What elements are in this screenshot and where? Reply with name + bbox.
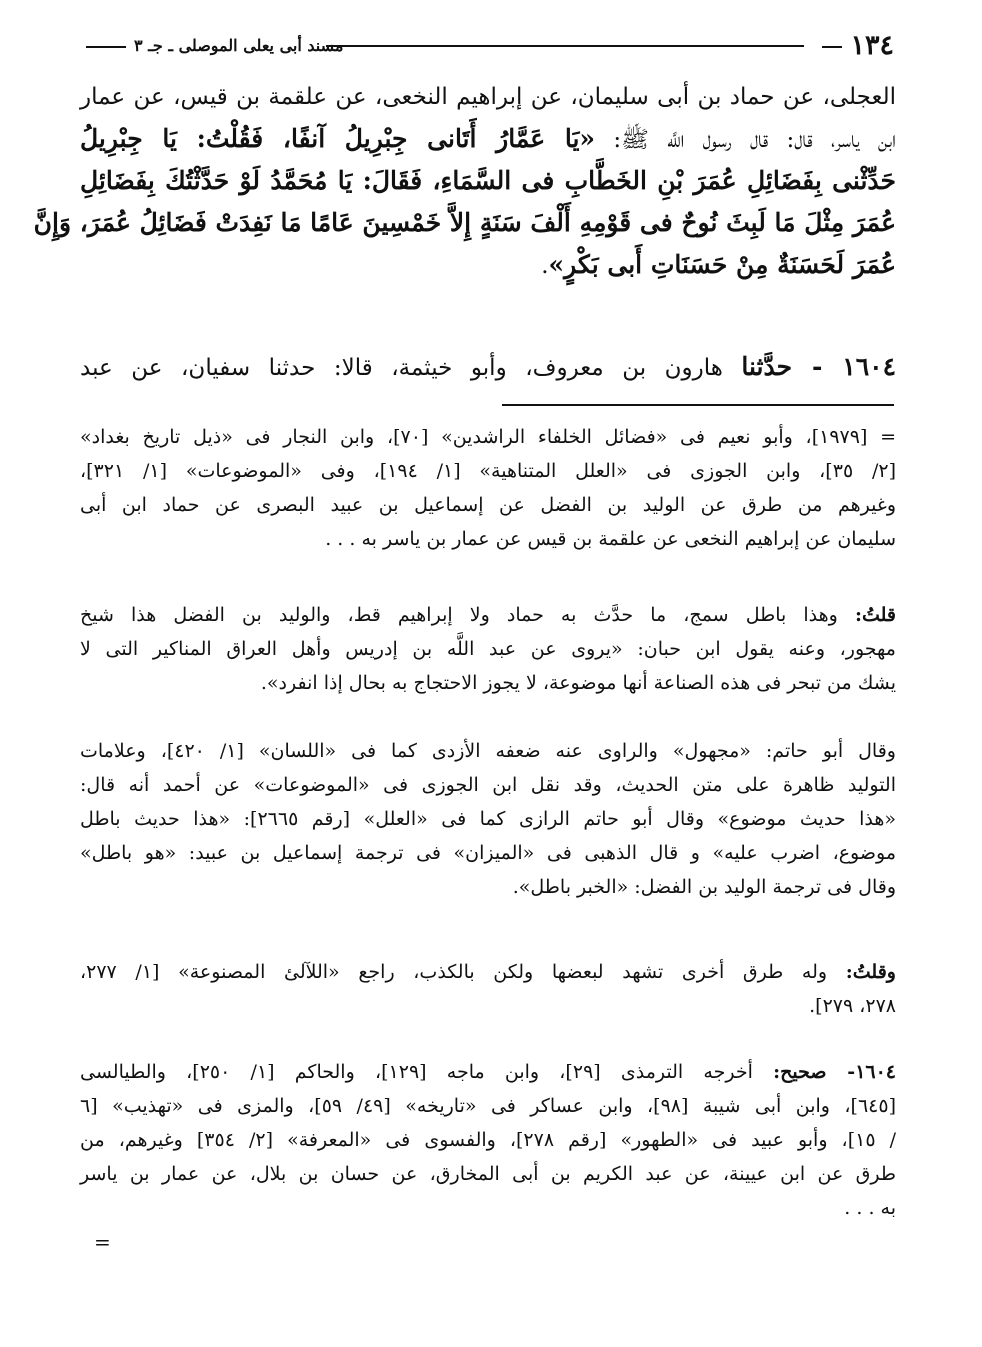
footnote-line: [٢/ ٣٥]، وابن الجوزى فى «العلل المتناهية» [١/ ١٩٤]، وفى «الموضوعات» [١/ ٣٢١]، [80,460,897,482]
footnote-line: ١٦٠٤- صحيح: أخرجه الترمذى [٢٩]، وابن ماجه [١٢٩]، والحاكم [١/ ٢٥٠]، والطيالسى [80,1061,897,1083]
footnote-block [80,1055,896,1225]
continuation-mark: = [94,1230,111,1254]
footnote-line: وغيرهم من طرق عن الوليد بن الفضل عن إسماعيل بن عبيد البصرى عن حماد ابن أبى [80,494,896,516]
hadith-matn: حَدِّثْنى بِفَضَائِلِ عُمَرَ بْنِ الخَطَّابِ فى السَّمَاءِ، فَقَالَ: يَا مُحَمَّدُ لَوْ حَدَّثْتُكَ بِفَضَائِلِ [80,166,896,195]
page-number: ١٣٤ [850,30,894,61]
footnote-block [80,598,896,700]
main-text-line: عُمَرَ لَحَسَنَةٌ مِنْ حَسَنَاتِ أَبى بَكْرٍ». [541,250,896,279]
footnote-line: وقلتُ: وله طرق أخرى تشهد لبعضها ولكن بالكذب، راجع «اللآلئ المصنوعة» [١/ ٢٧٧، [80,961,896,983]
footnote-separator [502,404,894,406]
footnote-line: قلتُ: وهذا باطل سمج، ما حدَّث به حماد ولا إبراهيم قط، والوليد بن الفضل هذا شيخ [80,604,896,626]
footnote-line: وقال فى ترجمة الوليد بن الفضل: «الخبر باطل». [512,876,896,898]
footnote-line: = [١٩٧٩]، وأبو نعيم فى «فضائل الخلفاء الراشدين» [٧٠]، وابن النجار فى «ذيل تاريخ بغداد» [80,426,897,448]
main-text-line: ١٦٠٤ - حدَّثنا هارون بن معروف، وأبو خيثمة، قالا: حدثنا سفيان، عن عبد [80,352,896,381]
main-text-line: ابن ياسر، قال: قال رسول اللَّه ﷺ: «يَا عَمَّارُ أَتَانى جِبْرِيلُ آنفًا، فَقُلْتُ: يَا جِبْرِيلُ [80,124,896,153]
footnote-line: / ١٥]، وأبو عبيد فى «الطهور» [رقم ٢٧٨]، والفسوى فى «المعرفة» [٢/ ٣٥٤] وغيرهم، من [80,1129,896,1151]
footnote-line: مهجور، وعنه يقول ابن حبان: «يروى عن عبد اللَّه بن إدريس وأهل العراق المناكير التى لا [80,638,896,660]
running-title: مسند أبى يعلى الموصلى ـ جـ ٣ [134,36,344,55]
footnote-line: موضوع، اضرب عليه» و قال الذهبى فى «الميزان» فى ترجمة إسماعيل بن عبيد: «هو باطل» [80,842,896,864]
footnote-block [80,420,896,556]
header-dash [86,46,126,48]
footnote-line: طرق عن ابن عيينة، عن عبد الكريم بن أبى المخارق، عن حسان بن بلال، عن عمار بن ياسر [80,1163,896,1185]
footnote-line: [٦٤٥]، وابن أبى شيبة [٩٨]، وابن عساكر فى «تاريخه» [٤٩/ ٥٩]، والمزى فى «تهذيب» [٦ [80,1095,896,1117]
footnote-line: ٢٧٨، ٢٧٩]. [809,995,896,1017]
footnote-lead: قلتُ: [854,604,896,626]
footnote-line: يشك من تبحر فى هذه الصناعة أنها موضوعة، لا يجوز الاحتجاج به بحال إذا انفرد». [260,672,896,694]
page-header [86,30,894,64]
hadith-matn: عُمَرَ مِثْلَ مَا لَبِثَ نُوحٌ فى قَوْمِهِ أَلْفَ سَنَةٍ إِلاَّ خَمْسِينَ عَامًا مَا نَفِدَتْ فَضَائِلُ عُمَرَ، وَإِنَّ [33,208,896,237]
footnote-line: «هذا حديث موضوع» وقال أبو حاتم الرازى كما فى «العلل» [رقم ٢٦٦٥]: «هذا حديث باطل [80,808,896,830]
footnote-lead: ١٦٠٤- صحيح: [773,1061,897,1083]
hadith-1604 [80,346,896,388]
header-dash [822,46,842,48]
footnote-block [80,734,896,904]
main-text-line [80,160,896,202]
hadith-matn: عُمَرَ لَحَسَنَةٌ مِنْ حَسَنَاتِ أَبى بَكْرٍ» [548,250,896,279]
header-rule [326,45,804,47]
footnote-line: التوليد ظاهرة على متن الحديث، وقد نقل ابن الجوزى فى «الموضوعات» عن أحمد أنه قال: [80,774,897,796]
hadith-matn: «يَا عَمَّارُ أَتَانى جِبْرِيلُ آنفًا، فَقُلْتُ: يَا جِبْرِيلُ [80,124,596,153]
hadith-number: ١٦٠٤ - حدَّثنا [741,352,896,381]
main-text-line [33,202,896,244]
footnote-lead: وقلتُ: [845,961,896,983]
footnote-line: وقال أبو حاتم: «مجهول» والراوى عنه ضعفه الأزدى كما فى «اللسان» [١/ ٤٢٠]، وعلامات [80,740,896,762]
main-text [33,76,896,286]
footnote-line: سليمان عن إبراهيم النخعى عن علقمة بن قيس عن عمار بن ياسر به . . . [325,528,896,550]
footnote-line: به . . . [844,1197,896,1219]
main-text-line: العجلى، عن حماد بن أبى سليمان، عن إبراهيم النخعى، عن علقمة بن قيس، عن عمار [80,84,896,110]
footnote-block [80,955,896,1023]
